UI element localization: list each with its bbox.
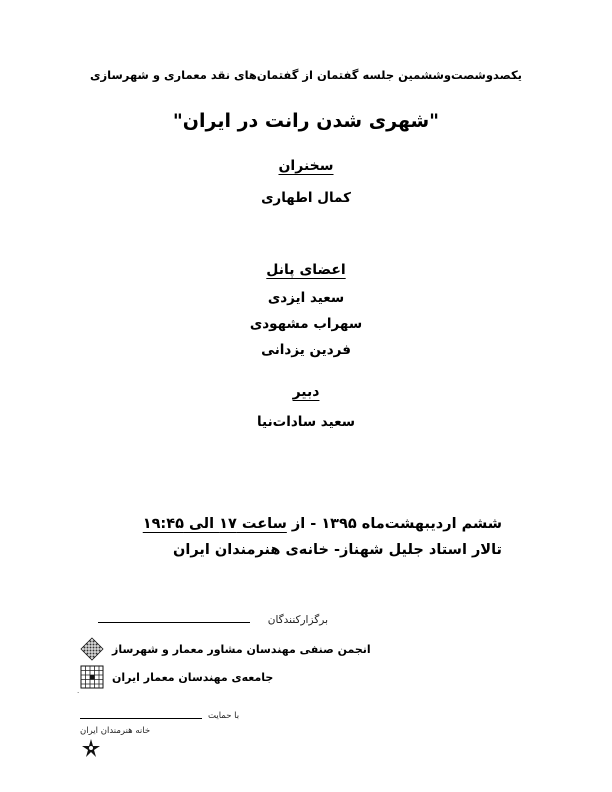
series-line: یکصدوشصت‌وششمین جلسه گفتمان از گفتمان‌های نقد معماری و شهرسازی: [90, 68, 522, 82]
event-venue: تالار استاد جلیل شهناز- خانه‌ی هنرمندان ایران: [173, 542, 502, 558]
divider-line: [98, 622, 250, 623]
panel-member: سعید ایزدی: [267, 290, 345, 306]
lecture-title: "شهری شدن رانت در ایران": [172, 110, 440, 132]
square-grid-logo-icon: [80, 665, 104, 689]
artists-house-logo-icon: [80, 738, 102, 762]
speaker-label: سخنران: [278, 158, 334, 174]
diamond-grid-logo-icon: [80, 637, 104, 661]
event-date: ششم اردیبهشت‌ماه ۱۳۹۵ - از: [286, 516, 502, 532]
speaker-name: کمال اطهاری: [261, 190, 351, 206]
supporter-heading: [80, 712, 290, 724]
panel-member: سهراب مشهودی: [249, 316, 363, 332]
organizers-label: برگزارکنندگان: [267, 614, 328, 626]
panel-label: اعضای پانل: [266, 262, 346, 278]
secretary-name: سعید سادات‌نیا: [256, 414, 356, 430]
organizer-item: [80, 636, 371, 662]
supporter-label: با حمایت: [208, 711, 240, 721]
event-time: ساعت ۱۷ الی ۱۹:۴۵: [142, 516, 287, 532]
organizer-name: انجمن صنفی مهندسان مشاور معمار و شهرساز: [112, 642, 371, 656]
event-date-time: [143, 516, 502, 532]
supporter-name: خانه هنرمندان ایران: [80, 726, 151, 736]
divider-line: [80, 718, 202, 719]
panel-member: فردین یزدانی: [261, 342, 351, 358]
stray-mark: ٠: [76, 688, 81, 697]
organizer-item: [80, 664, 273, 690]
organizers-heading: [98, 616, 328, 628]
secretary-label: دبیر: [292, 384, 320, 400]
organizer-name: جامعه‌ی مهندسان معمار ایران: [112, 670, 274, 684]
